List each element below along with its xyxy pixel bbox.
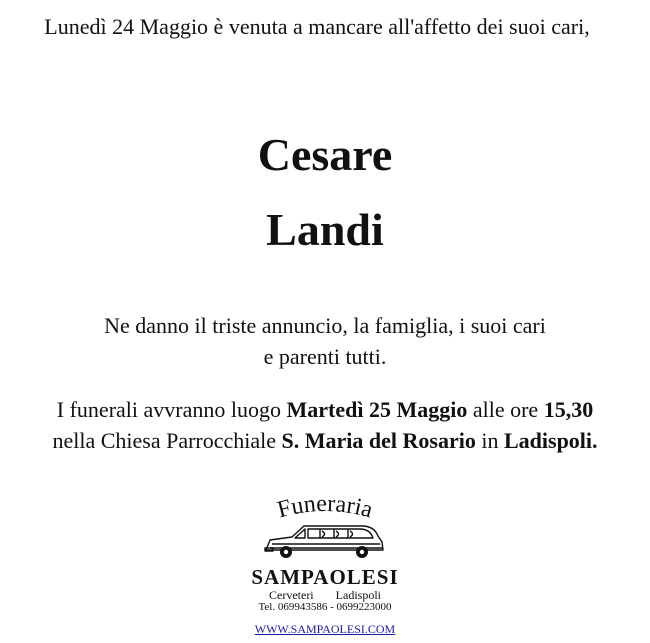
funeral-time: 15,30 <box>543 397 594 422</box>
deceased-first-name: Cesare <box>257 129 393 180</box>
announcement-line-2: e parenti tutti. <box>263 344 387 369</box>
funeral-text: alle ore <box>467 397 544 422</box>
funeral-info-line-1 <box>0 397 650 423</box>
funeral-text: I funerali avvranno luogo <box>56 397 287 422</box>
funeral-home-phone: Tel. 069943586 - 0699223000 <box>258 601 392 613</box>
hearse-icon <box>262 520 388 564</box>
funeral-home-website-link[interactable]: WWW.SAMPAOLESI.COM <box>254 622 396 636</box>
svg-text:Funeraria <box>275 491 376 524</box>
intro-text: Lunedì 24 Maggio è venuta a mancare all'affetto dei suoi cari, <box>44 14 590 39</box>
church-name: S. Maria del Rosario <box>281 428 476 453</box>
funeral-home-logo <box>240 490 410 640</box>
funeral-date: Martedì 25 Maggio <box>286 397 468 422</box>
funeral-text: in <box>475 428 504 453</box>
funeral-text: nella Chiesa Parrocchiale <box>52 428 282 453</box>
town-name: Ladispoli. <box>503 428 598 453</box>
funeral-home-name: SAMPAOLESI <box>251 565 399 589</box>
city-ladispoli: Ladispoli <box>335 588 381 602</box>
announcement-line-1: Ne danno il triste annuncio, la famiglia, i suoi cari <box>104 313 546 338</box>
heading-text: Funeraria <box>274 490 376 524</box>
city-cerveteri: Cerveteri <box>269 588 314 602</box>
funeral-info-line-2 <box>0 428 650 454</box>
deceased-last-name: Landi <box>266 204 384 255</box>
